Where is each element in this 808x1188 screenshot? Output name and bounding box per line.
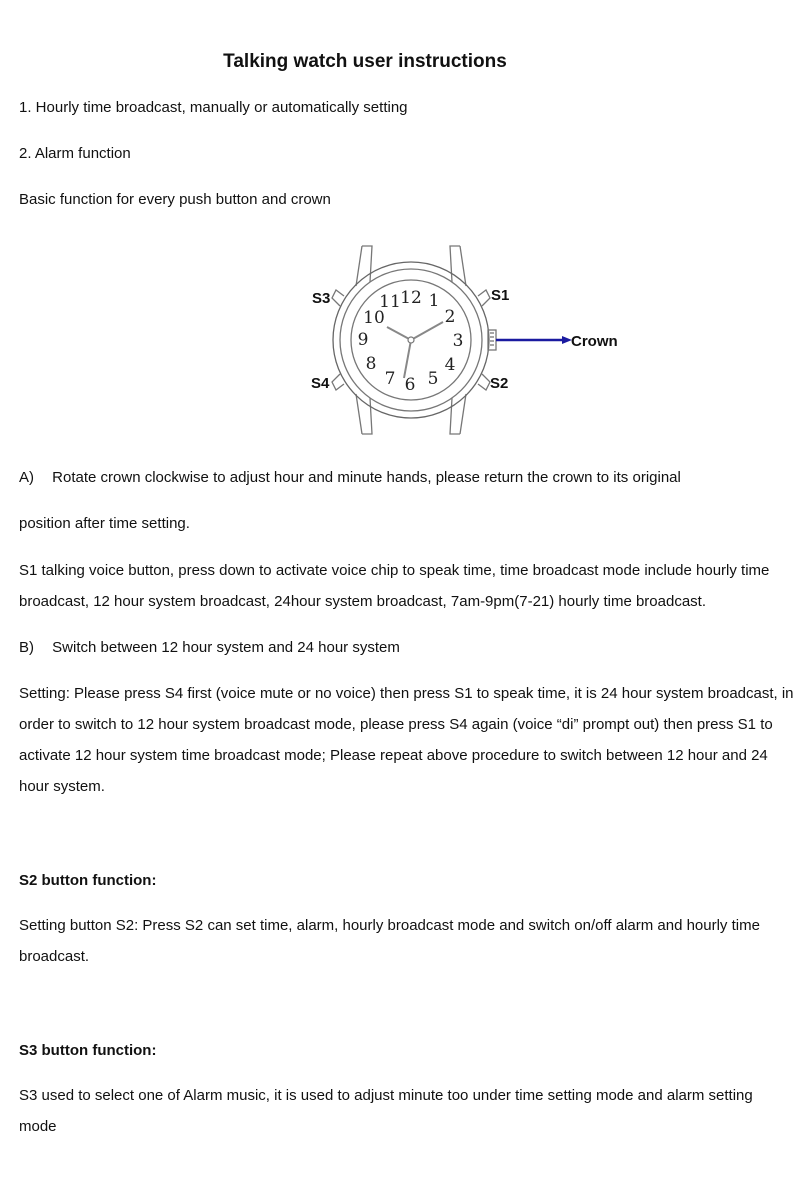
s2-description: Setting button S2: Press S2 can set time, alarm, hourly broadcast mode and switch on/off alarm and hourly time broadcast. — [19, 917, 760, 965]
setting-description: Setting: Please press S4 first (voice mute or no voice) then press S1 to speak time, it is 24 hour system broadcast, in order to switch to 12 hour system broadcast mode, please press S4 again (voice “di” prompt out) then press S1 to activate 12 hour system time broadcast mode; Please repeat above procedure to switch between 12 hour and 24 hour system. — [19, 685, 794, 795]
s2-heading: S2 button function: — [19, 872, 157, 889]
section-a-marker: A) — [19, 469, 34, 486]
dial-number-12: 12 — [400, 288, 422, 308]
section-b-marker: B) — [19, 639, 34, 656]
second-hand — [404, 340, 411, 378]
dial-number-9: 9 — [357, 330, 369, 350]
dial-number-11: 11 — [379, 292, 401, 312]
section-a-text: Rotate crown clockwise to adjust hour and minute hands, please return the crown to its original — [52, 469, 681, 486]
minute-hand — [411, 322, 443, 340]
dial-number-4: 4 — [444, 355, 456, 375]
dial-number-6: 6 — [404, 375, 416, 395]
label-s2: S2 — [490, 375, 509, 392]
label-s3: S3 — [312, 290, 331, 307]
s3-heading: S3 button function: — [19, 1042, 157, 1059]
section-b-text: Switch between 12 hour system and 24 hour system — [52, 639, 400, 656]
watch-diagram — [300, 238, 640, 438]
page-title: Talking watch user instructions — [223, 51, 507, 72]
feature-item-hourly: 1. Hourly time broadcast, manually or automatically setting — [19, 99, 408, 116]
s1-description: S1 talking voice button, press down to activate voice chip to speak time, time broadcast mode include hourly time broadcast, 12 hour system broadcast, 24hour system broadcast, 7am-9pm(7-21) hourly time broadcast. — [19, 562, 770, 610]
dial-number-7: 7 — [384, 369, 396, 389]
dial-number-10: 10 — [363, 308, 385, 328]
label-s4: S4 — [311, 375, 330, 392]
section-a-line — [19, 468, 681, 488]
section-a-continuation: position after time setting. — [19, 515, 190, 532]
feature-item-alarm: 2. Alarm function — [19, 145, 131, 162]
label-s1: S1 — [491, 287, 510, 304]
s3-description: S3 used to select one of Alarm music, it is used to adjust minute too under time setting mode and alarm setting mode — [19, 1087, 753, 1135]
dial-number-1: 1 — [428, 291, 440, 311]
hour-hand — [387, 327, 411, 340]
dial-number-3: 3 — [452, 331, 464, 351]
dial-number-8: 8 — [365, 354, 377, 374]
label-crown: Crown — [571, 333, 618, 350]
dial-number-2: 2 — [444, 307, 456, 327]
dial-number-5: 5 — [427, 369, 439, 389]
section-b-line — [19, 638, 400, 658]
basic-function-heading: Basic function for every push button and crown — [19, 191, 331, 208]
